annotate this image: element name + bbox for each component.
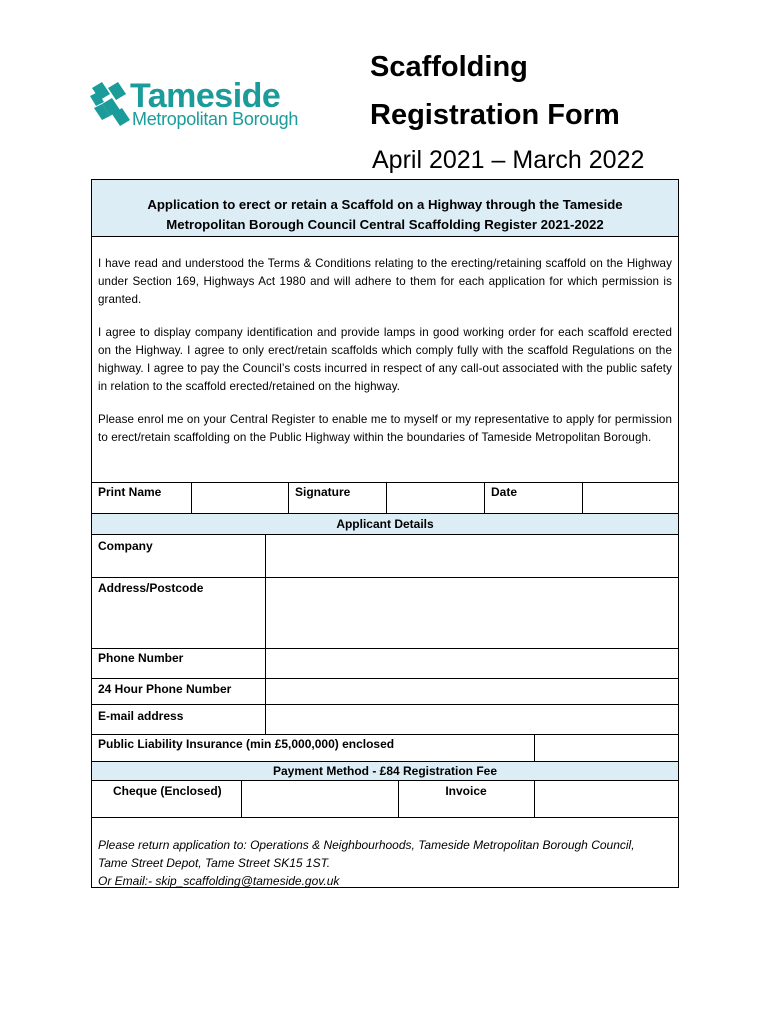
print-name-field[interactable] <box>192 483 287 513</box>
invoice-label: Invoice <box>445 784 487 798</box>
signature-label: Signature <box>295 485 351 499</box>
signature-field[interactable] <box>387 483 483 513</box>
phone24-label: 24 Hour Phone Number <box>98 682 232 696</box>
form-heading-line1: Application to erect or retain a Scaffold on a Highway through the Tameside <box>147 197 623 212</box>
form-heading <box>92 195 678 235</box>
brand-subtitle: Metropolitan Borough <box>132 109 299 129</box>
page-title-line1: Scaffolding <box>370 51 528 83</box>
company-field[interactable] <box>266 535 678 577</box>
obligations-paragraph: I agree to display company identification and provide lamps in good working order for each scaffold erected on the Highway. I agree to only erect/retain scaffolds which comply fully with the scaffold Regulations on the highway. I agree to pay the Council’s costs incurred in respect of any call-out associated with the public safety in relation to the scaffold erected/retained on the highway. <box>98 326 672 393</box>
insurance-label: Public Liability Insurance (min £5,000,000) enclosed <box>98 737 395 751</box>
return-email-line: Or Email:- skip_scaffolding@tameside.gov.uk <box>98 874 340 888</box>
invoice-checkbox[interactable] <box>535 781 678 817</box>
cheque-checkbox[interactable] <box>242 781 397 817</box>
address-label: Address/Postcode <box>98 581 204 595</box>
brand-name: Tameside <box>130 77 281 115</box>
phone-field[interactable] <box>266 649 678 678</box>
payment-heading: Payment Method - £84 Registration Fee <box>272 764 498 778</box>
cheque-label: Cheque (Enclosed) <box>113 784 222 798</box>
form-heading-line2: Metropolitan Borough Council Central Scaffolding Register 2021-2022 <box>166 217 604 232</box>
phone24-field[interactable] <box>266 679 678 704</box>
return-address-line2: Tame Street Depot, Tame Street SK15 1ST. <box>98 856 331 870</box>
address-field[interactable] <box>266 578 678 648</box>
date-field[interactable] <box>583 483 678 513</box>
company-label: Company <box>98 539 153 553</box>
applicant-details-heading: Applicant Details <box>336 517 434 531</box>
email-label: E-mail address <box>98 709 184 723</box>
tameside-logo-mark-icon <box>90 82 132 128</box>
terms-paragraph: I have read and understood the Terms & Conditions relating to the erecting/retaining scaffold on the Highway under Section 169, Highways Act 1980 and will adhere to them for each application for which permission is granted. <box>98 257 672 306</box>
enrol-paragraph: Please enrol me on your Central Register to enable me to myself or my representative to apply for permission to erect/retain scaffolding on the Public Highway within the boundaries of Tameside Metropolitan Borough. <box>98 413 672 444</box>
phone-label: Phone Number <box>98 651 184 665</box>
tameside-logo <box>90 77 300 132</box>
return-instructions <box>98 836 672 890</box>
page-title-line2: Registration Form <box>370 99 620 131</box>
register-period: April 2021 – March 2022 <box>372 146 645 174</box>
date-label: Date <box>491 485 518 499</box>
return-address-line1: Please return application to: Operations & Neighbourhoods, Tameside Metropolitan Borough Council, <box>98 838 635 852</box>
registration-form <box>91 179 679 888</box>
print-name-label: Print Name <box>98 485 162 499</box>
email-field[interactable] <box>266 705 678 734</box>
insurance-checkbox[interactable] <box>535 735 678 761</box>
